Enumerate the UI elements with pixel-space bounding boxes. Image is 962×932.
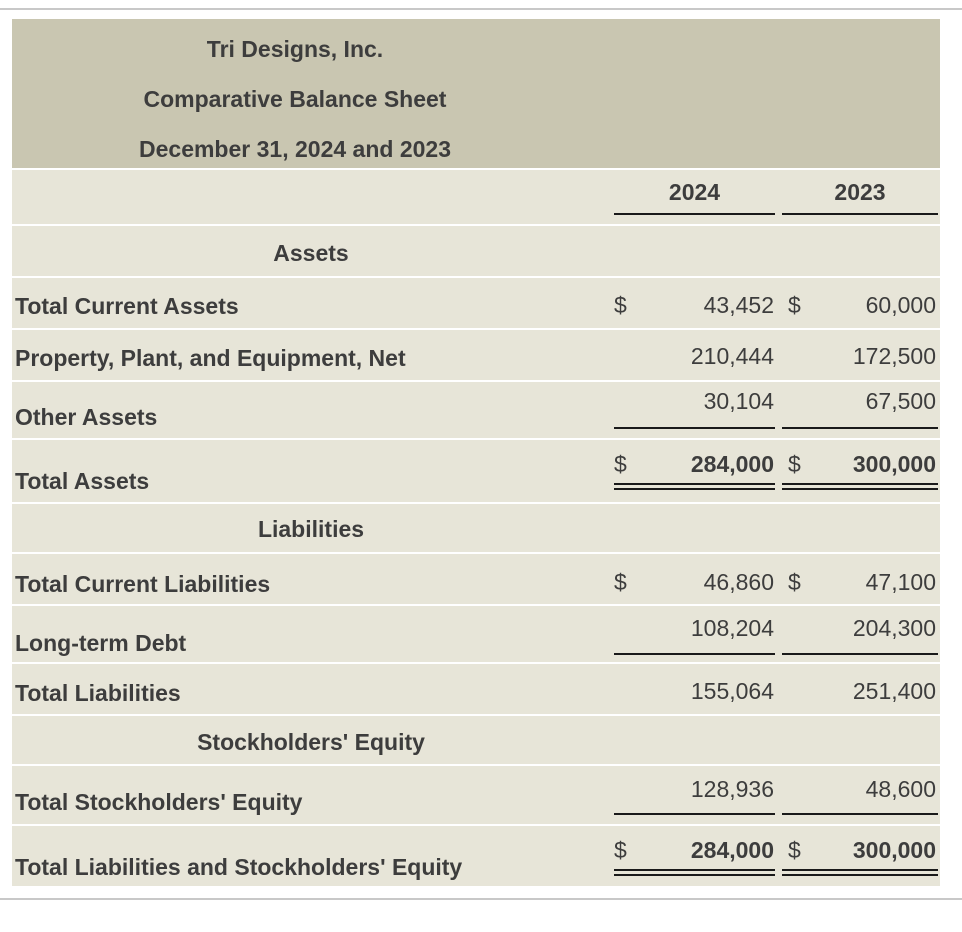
subtotal-underline [782, 427, 938, 429]
row-label: Long-term Debt [15, 630, 187, 656]
year-2023-underline [782, 213, 938, 215]
row-other-assets [12, 380, 940, 438]
section-equity-row [12, 714, 940, 764]
statement-period: December 31, 2024 and 2023 [139, 136, 451, 162]
top-rule [0, 8, 962, 10]
value-2024: 210,444 [690, 343, 774, 369]
value-2024: 284,000 [690, 837, 774, 863]
value-2023: 67,500 [865, 388, 936, 414]
value-2024: 46,860 [703, 569, 774, 595]
section-liabilities: Liabilities [257, 516, 365, 542]
row-total-equity [12, 764, 940, 824]
value-2024: 284,000 [690, 451, 774, 477]
row-label: Other Assets [15, 404, 158, 430]
subtotal-underline [614, 653, 775, 655]
subtotal-underline [614, 427, 775, 429]
value-2023: 60,000 [865, 292, 936, 318]
statement-title: Comparative Balance Sheet [143, 86, 447, 112]
value-2023: 251,400 [852, 678, 936, 704]
row-total-current-liabilities [12, 552, 940, 604]
value-2023: 47,100 [865, 569, 936, 595]
dollar-sign: $ [614, 292, 627, 318]
row-total-liabilities-equity [12, 824, 940, 886]
value-2024: 30,104 [703, 388, 774, 414]
row-label: Total Liabilities and Stockholders' Equity [15, 854, 463, 880]
row-label: Property, Plant, and Equipment, Net [15, 345, 406, 371]
row-label: Total Assets [15, 468, 150, 494]
year-2023-header: 2023 [834, 179, 886, 205]
total-double-underline [614, 869, 775, 876]
year-2024-header: 2024 [668, 179, 721, 205]
section-assets-row [12, 224, 940, 276]
value-2023: 300,000 [852, 837, 936, 863]
year-header-row [12, 168, 940, 224]
bottom-rule [0, 898, 962, 900]
company-name: Tri Designs, Inc. [206, 36, 384, 62]
total-double-underline [782, 869, 938, 876]
row-total-assets [12, 438, 940, 502]
value-2024: 155,064 [690, 678, 774, 704]
section-equity: Stockholders' Equity [197, 729, 425, 755]
row-total-liabilities [12, 662, 940, 714]
row-ppe-net [12, 328, 940, 380]
subtotal-underline [782, 653, 938, 655]
subtotal-underline [614, 813, 775, 815]
value-2023: 300,000 [852, 451, 936, 477]
title-block [12, 19, 940, 168]
value-2023: 204,300 [852, 615, 936, 641]
dollar-sign: $ [788, 569, 801, 595]
row-label: Total Current Assets [15, 293, 239, 319]
section-assets: Assets [273, 240, 349, 266]
value-2024: 128,936 [690, 776, 774, 802]
value-2024: 108,204 [690, 615, 774, 641]
value-2023: 172,500 [852, 343, 936, 369]
dollar-sign: $ [788, 837, 801, 863]
section-liabilities-row [12, 502, 940, 552]
row-label: Total Current Liabilities [15, 571, 271, 597]
dollar-sign: $ [614, 569, 627, 595]
row-label: Total Liabilities [15, 680, 181, 706]
dollar-sign: $ [614, 837, 627, 863]
dollar-sign: $ [788, 451, 801, 477]
value-2024: 43,452 [703, 292, 774, 318]
row-long-term-debt [12, 604, 940, 662]
total-double-underline [614, 483, 775, 490]
year-2024-underline [614, 213, 775, 215]
value-2023: 48,600 [865, 776, 936, 802]
subtotal-underline [782, 813, 938, 815]
row-total-current-assets [12, 276, 940, 328]
balance-sheet [12, 19, 940, 886]
dollar-sign: $ [788, 292, 801, 318]
dollar-sign: $ [614, 451, 627, 477]
row-label: Total Stockholders' Equity [15, 789, 303, 815]
total-double-underline [782, 483, 938, 490]
